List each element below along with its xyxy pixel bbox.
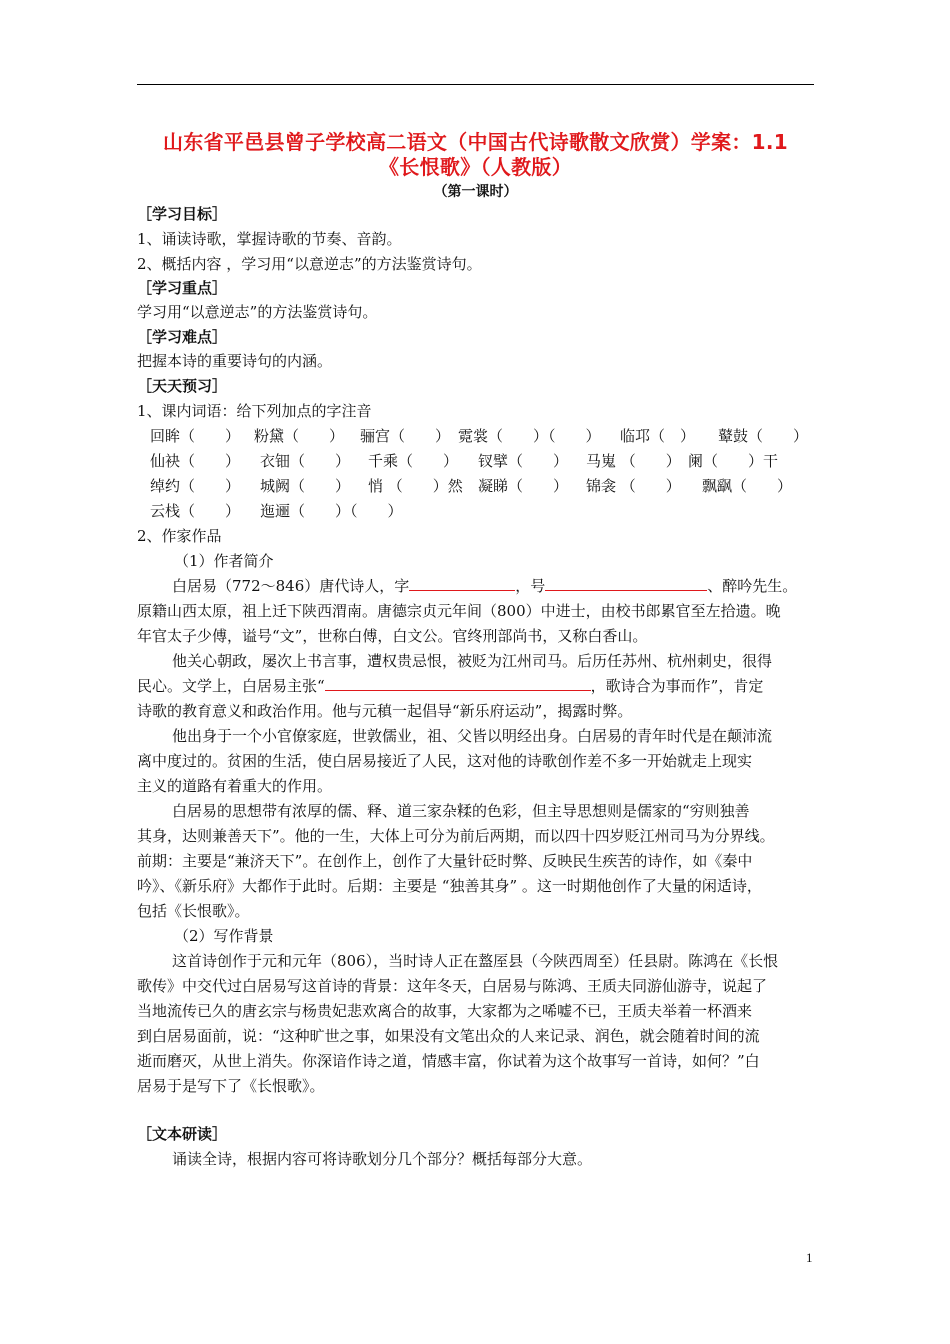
vocab-entry: 云栈（ ）: [150, 502, 241, 520]
author-intro-line: 年官太子少傅，谥号“文”，世称白傅，白文公。官终刑部尚书，又称白香山。: [137, 627, 648, 645]
vocab-entry: 仙袂（ ）: [150, 452, 241, 470]
text-run: 、醉吟先生。: [707, 577, 798, 595]
fill-blank-courtesy-name: [409, 576, 515, 591]
vocab-entry: 飘飖（ ）: [702, 477, 793, 495]
author-intro-line: 原籍山西太原，祖上迁下陕西渭南。唐德宗贞元年间（800）中进士，由校书郎累官至左拾遗。晚: [137, 602, 781, 620]
difficulty-heading: ［学习难点］: [137, 328, 228, 346]
background-line: 居易于是写下了《长恨歌》。: [137, 1077, 325, 1095]
author-intro-label: （1）作者简介: [174, 552, 274, 570]
background-line: 这首诗创作于元和元年（806），当时诗人正在盩厔县（今陕西周至）任县尉。陈鸿在《长恨: [172, 952, 779, 970]
focus-heading: ［学习重点］: [137, 279, 228, 297]
goal-1: 1、诵读诗歌，掌握诗歌的节奏、音韵。: [137, 230, 402, 248]
vocab-entry: 霓裳（ ）（ ）: [458, 427, 601, 445]
vocab-entry: 骊宫（ ）: [360, 427, 451, 445]
vocab-entry: 城阙（ ）: [260, 477, 351, 495]
goals-heading: ［学习目标］: [137, 205, 228, 223]
text-run: 民心。文学上，白居易主张“: [137, 677, 325, 695]
vocab-entry: 千乘（ ）: [368, 452, 459, 470]
background-line: 歌传》中交代过白居易写这首诗的背景：这年冬天，白居易与陈鸿、王质夫同游仙游寺，说起了: [137, 977, 768, 995]
vocab-entry: 回眸（ ）: [150, 427, 241, 445]
vocab-entry: 粉黛（ ）: [254, 427, 345, 445]
study-heading: ［文本研读］: [137, 1125, 228, 1143]
page-number: 1: [806, 1250, 813, 1265]
vocab-entry: 衣钿（ ）: [260, 452, 351, 470]
background-line: 到白居易面前，说：“这种旷世之事，如果没有文笔出众的人来记录、润色，就会随着时间的流: [137, 1027, 760, 1045]
vocab-entry: 迤逦（ ）（ ）: [260, 502, 403, 520]
author-intro-line: 包括《长恨歌》。: [137, 902, 250, 920]
author-intro-line: [137, 676, 763, 696]
preview-item-vocab: 1、课内词语：给下列加点的字注音: [137, 402, 372, 420]
author-intro-line: 其身，达则兼善天下”。他的一生，大体上可分为前后两期，而以四十四岁贬江州司马为分界线。: [137, 827, 775, 845]
vocab-entry: 钗擘（ ）: [478, 452, 569, 470]
vocab-entry: 悄 （ ）然: [368, 477, 463, 495]
background-label: （2）写作背景: [174, 927, 274, 945]
vocab-entry: 锦衾 （ ）: [586, 477, 681, 495]
study-question: 诵读全诗，根据内容可将诗歌划分几个部分？概括每部分大意。: [172, 1150, 593, 1168]
text-run: 白居易（772～846）唐代诗人，字: [172, 577, 410, 595]
difficulty-text: 把握本诗的重要诗句的内涵。: [137, 352, 333, 370]
vocab-entry: 马嵬 （ ）: [586, 452, 681, 470]
author-intro-line: 前期：主要是“兼济天下”。在创作上，创作了大量针砭时弊、反映民生疾苦的诗作，如《秦中: [137, 852, 753, 870]
lesson-period-subtitle: （第一课时）: [433, 184, 518, 200]
vocab-entry: 阑（ ）干: [688, 452, 779, 470]
document-title-line1: 山东省平邑县曾子学校高二语文（中国古代诗歌散文欣赏）学案：1.1: [162, 130, 789, 154]
goal-2: 2、概括内容 ，学习用“以意逆志”的方法鉴赏诗句。: [137, 255, 482, 273]
author-intro-line: 他关心朝政，屡次上书言事，遭权贵忌恨，被贬为江州司马。后历任苏州、杭州刺史，很得: [172, 652, 773, 670]
author-intro-line: 他出身于一个小官僚家庭，世敦儒业，祖、父皆以明经出身。白居易的青年时代是在颠沛流: [172, 727, 773, 745]
vocab-entry: 鼙鼓（ ）: [718, 427, 809, 445]
author-intro-line: 吟》、《新乐府》大都作于此时。后期：主要是 “独善其身” 。这一时期他创作了大量的闲适诗，: [137, 877, 762, 895]
text-run: ，歌诗合为事而作”，肯定: [590, 677, 764, 695]
works-item: 2、作家作品: [137, 527, 222, 545]
author-intro-line: 主义的道路有着重大的作用。: [137, 777, 333, 795]
header-rule: [137, 84, 814, 85]
fill-blank-pseudonym: [545, 576, 707, 591]
fill-blank-literary-view: [325, 676, 591, 691]
author-intro-line: 离中度过的。贫困的生活，使白居易接近了人民，这对他的诗歌创作差不多一开始就走上现实: [137, 752, 753, 770]
background-line: 当地流传已久的唐玄宗与杨贵妃悲欢离合的故事，大家都为之唏嘘不已，王质夫举着一杯酒来: [137, 1002, 753, 1020]
vocab-entry: 临邛（ ）: [620, 427, 696, 445]
document-title-line2: 《长恨歌》（人教版）: [379, 155, 572, 179]
vocab-entry: 凝睇（ ）: [478, 477, 569, 495]
background-line: 逝而磨灭，从世上消失。你深谙作诗之道，情感丰富，你试着为这个故事写一首诗，如何？”白: [137, 1052, 760, 1070]
author-intro-line: [172, 576, 797, 596]
text-run: ，号: [515, 577, 546, 595]
author-intro-line: 白居易的思想带有浓厚的儒、释、道三家杂糅的色彩，但主导思想则是儒家的“穷则独善: [172, 802, 750, 820]
preview-heading: ［天天预习］: [137, 377, 228, 395]
author-intro-line: 诗歌的教育意义和政治作用。他与元稹一起倡导“新乐府运动”，揭露时弊。: [137, 702, 633, 720]
focus-text: 学习用“以意逆志”的方法鉴赏诗句。: [137, 303, 378, 321]
vocab-entry: 绰约（ ）: [150, 477, 241, 495]
